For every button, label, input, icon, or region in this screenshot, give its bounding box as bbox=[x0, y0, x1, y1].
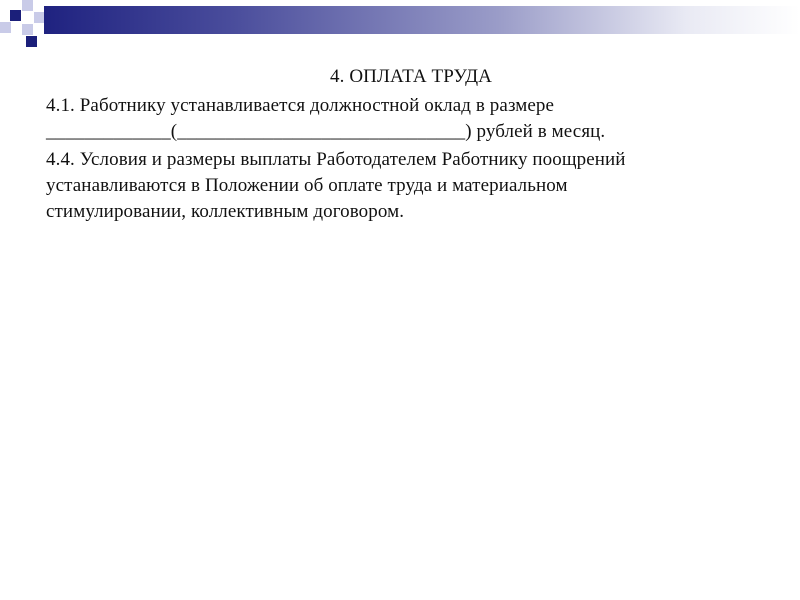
decor-square bbox=[22, 24, 33, 35]
decor-square bbox=[22, 0, 33, 11]
paragraph-line: 4.4. Условия и размеры выплаты Работодателем Работнику поощрений bbox=[46, 149, 626, 170]
slide-content bbox=[46, 64, 776, 225]
decor-square bbox=[10, 10, 21, 21]
paragraph-line: _____________(______________________________) рублей в месяц. bbox=[46, 121, 606, 142]
paragraph-line: 4.1. Работнику устанавливается должностной оклад в размере bbox=[46, 95, 555, 116]
decor-square bbox=[0, 22, 11, 33]
paragraph-line: стимулировании, коллективным договором. bbox=[46, 201, 405, 222]
header-gradient-bar bbox=[44, 6, 800, 34]
decor-square bbox=[26, 36, 37, 47]
paragraph-4-4 bbox=[46, 147, 776, 225]
section-title: 4. ОПЛАТА ТРУДА bbox=[330, 66, 492, 87]
paragraph-4-1 bbox=[46, 93, 776, 145]
paragraph-line: устанавливаются в Положении об оплате труда и материальном bbox=[46, 175, 568, 196]
